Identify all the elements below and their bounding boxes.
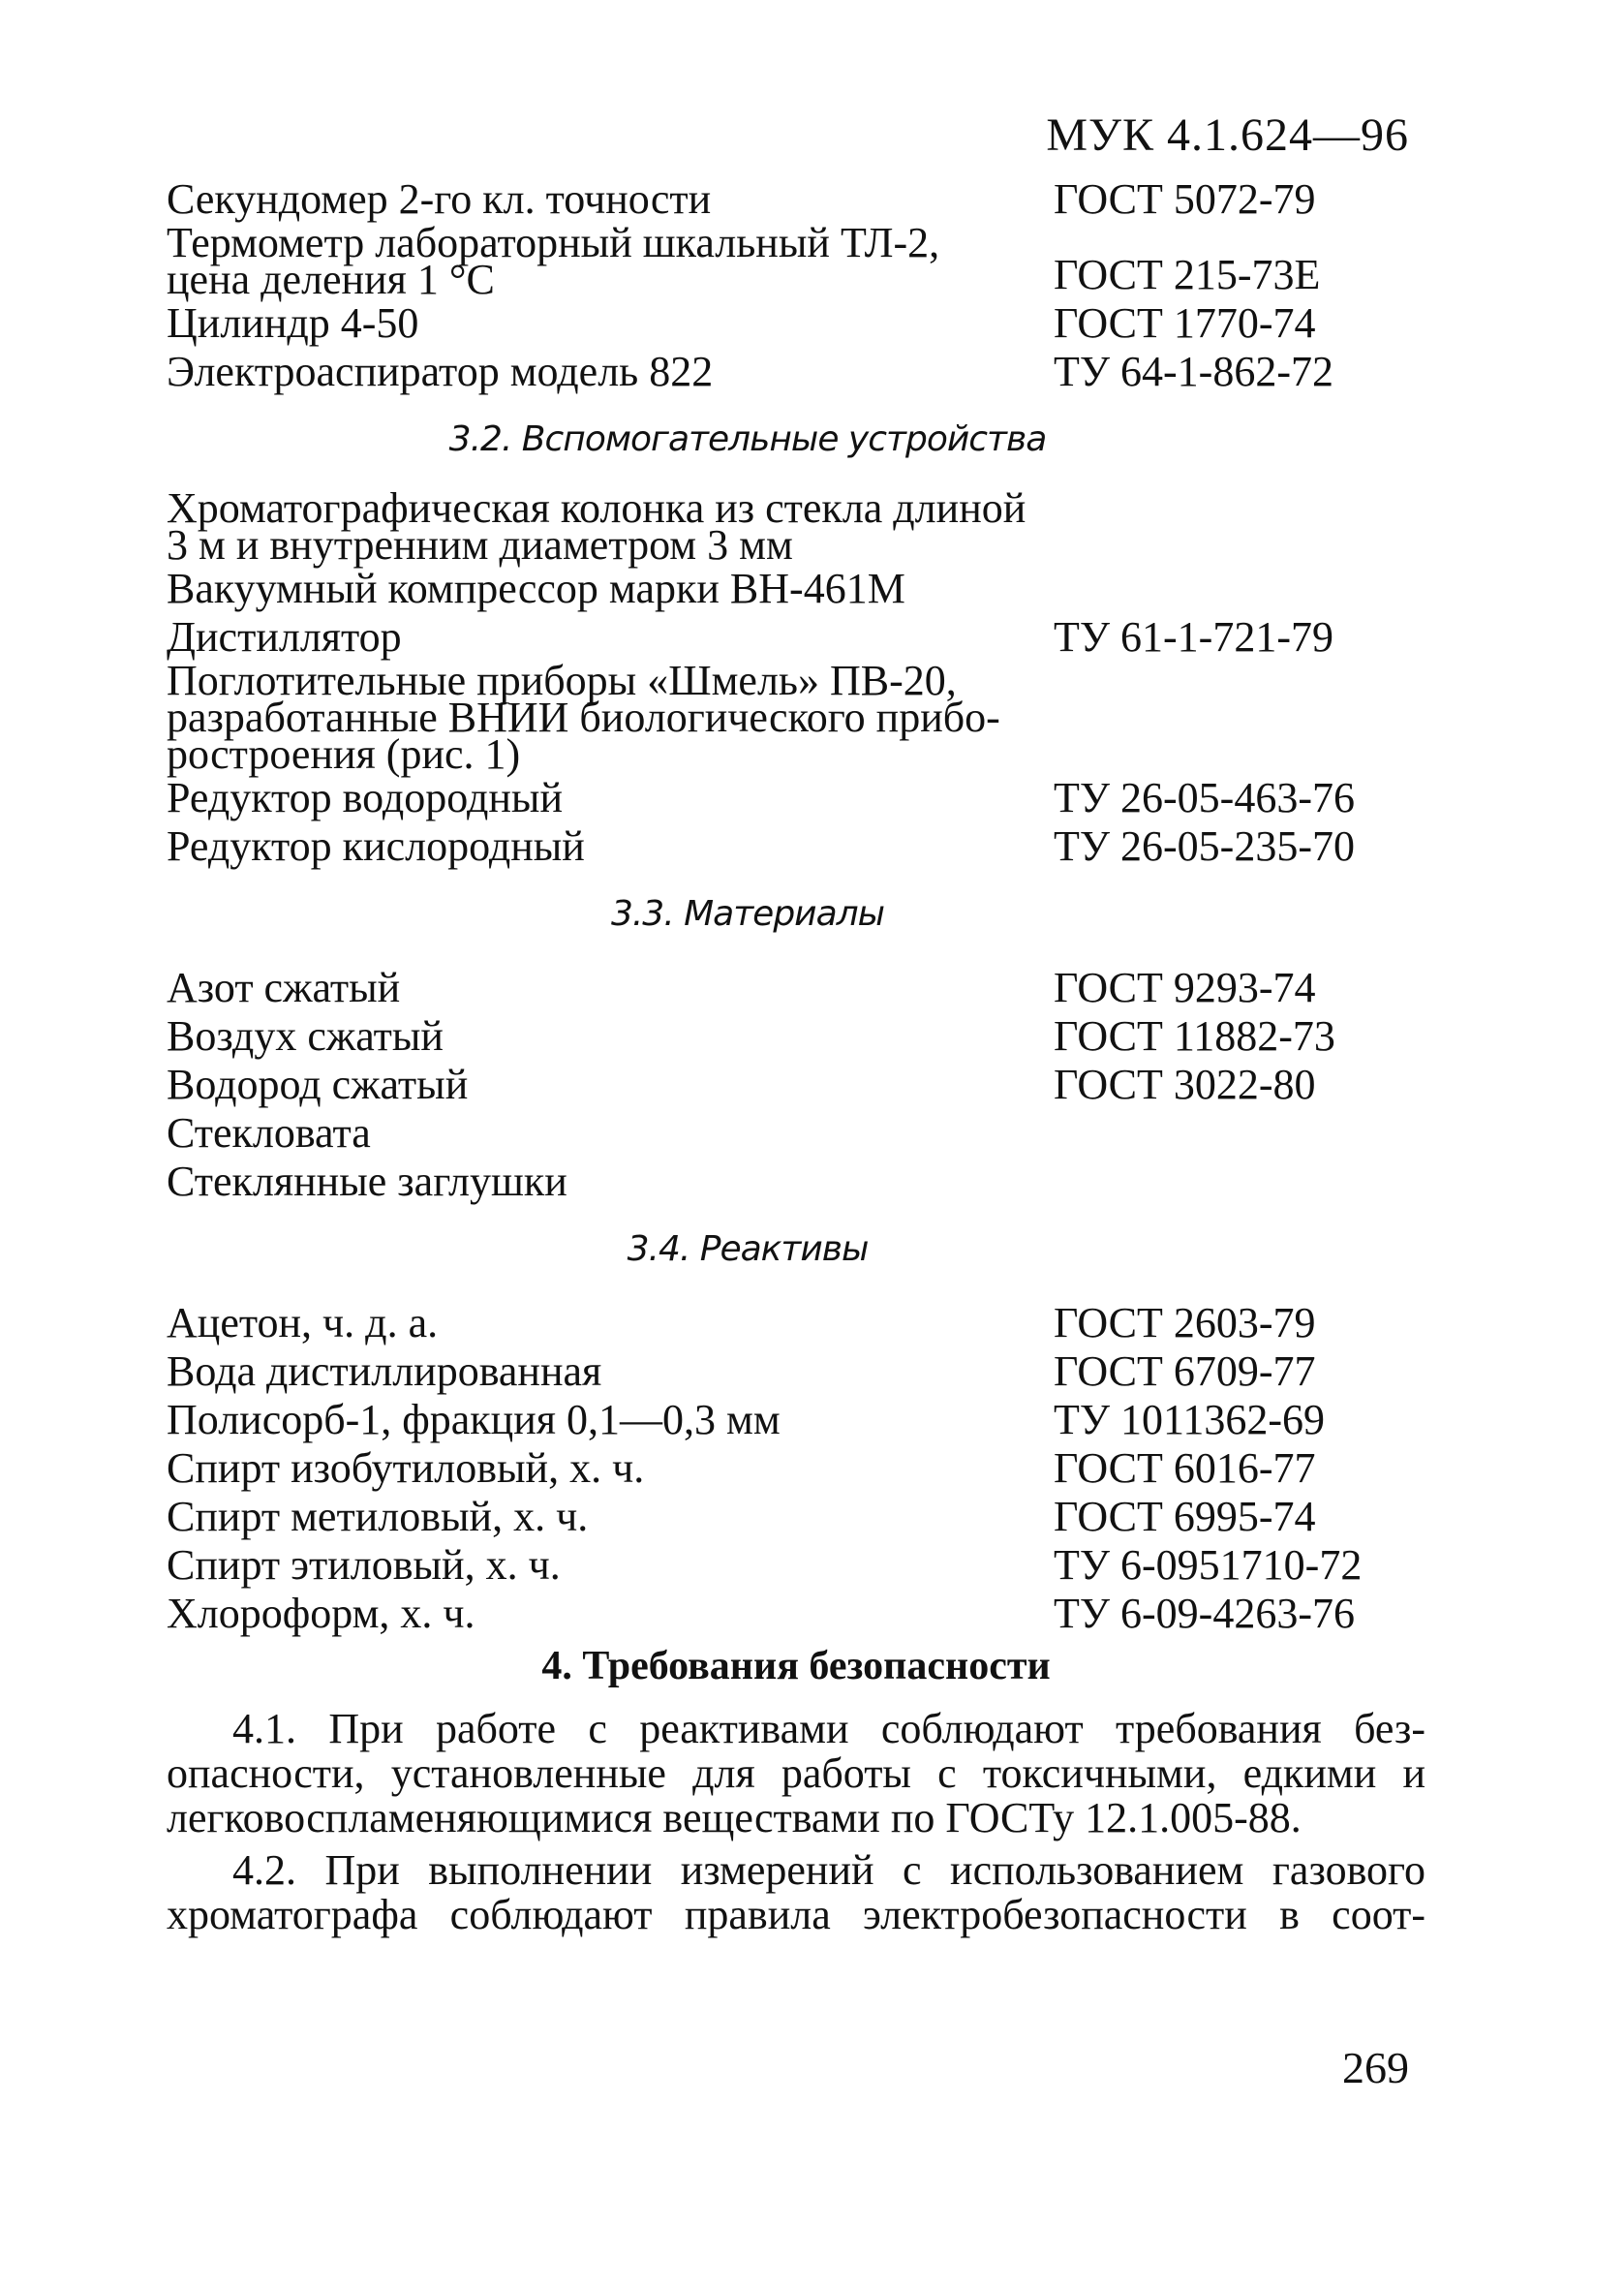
item-name-line: Хроматографическая колонка из стекла длиной bbox=[167, 484, 1026, 532]
list-item bbox=[167, 1348, 1425, 1395]
item-standard: ТУ 26-05-235-70 bbox=[1054, 822, 1355, 870]
item-name: Спирт этиловый, х. ч. bbox=[167, 1541, 561, 1589]
item-name: Полисорб-1, фракция 0,1—0,3 мм bbox=[167, 1396, 781, 1443]
item-name: Редуктор водородный bbox=[167, 774, 564, 821]
item-name-line: цена деления 1 °С bbox=[167, 256, 495, 303]
paragraph bbox=[167, 1707, 1425, 1840]
paragraph-line: легковоспламеняющимися веществами по ГОСТу 12.1.005-88. bbox=[167, 1794, 1302, 1841]
paragraph-line: опасности, установленные для работы с токсичными, едкими и bbox=[167, 1749, 1425, 1797]
list-item bbox=[167, 219, 1425, 303]
item-name-line: 3 м и внутренним диаметром 3 мм bbox=[167, 521, 793, 569]
section-title: 4. Требования безопасности bbox=[541, 1644, 1051, 1688]
item-name bbox=[167, 484, 1425, 569]
document-code: МУК 4.1.624—96 bbox=[1046, 109, 1409, 161]
list-item bbox=[167, 566, 1425, 612]
item-name: Вакуумный компрессор марки ВН-461М bbox=[167, 565, 905, 612]
list-item bbox=[167, 300, 1425, 347]
list-item bbox=[167, 1300, 1425, 1346]
item-name: Водород сжатый bbox=[167, 1061, 469, 1108]
paragraph-line: 4.1. При работе с реактивами соблюдают требования без- bbox=[232, 1705, 1425, 1752]
list-item bbox=[167, 1397, 1425, 1443]
item-standard: ГОСТ 2603-79 bbox=[1054, 1299, 1316, 1346]
item-standard: ГОСТ 215-73Е bbox=[1054, 251, 1321, 298]
list-item bbox=[167, 349, 1425, 395]
item-standard: ГОСТ 6016-77 bbox=[1054, 1444, 1316, 1492]
item-name: Редуктор кислородный bbox=[167, 822, 585, 870]
item-standard: ГОСТ 6995-74 bbox=[1054, 1493, 1316, 1540]
item-name: Ацетон, ч. д. а. bbox=[167, 1299, 439, 1346]
list-item bbox=[167, 1159, 1425, 1205]
list-item bbox=[167, 1494, 1425, 1540]
item-name: Цилиндр 4-50 bbox=[167, 299, 419, 347]
item-standard: ТУ 61-1-721-79 bbox=[1054, 613, 1333, 661]
item-name: Стекловата bbox=[167, 1109, 371, 1157]
list-item bbox=[167, 1445, 1425, 1492]
item-name: Секундомер 2-го кл. точности bbox=[167, 175, 712, 223]
item-name-line: Термометр лабораторный шкальный ТЛ-2, bbox=[167, 219, 940, 266]
item-name: Спирт метиловый, х. ч. bbox=[167, 1493, 589, 1540]
list-item bbox=[167, 823, 1425, 870]
subsection-title: 3.4. Реактивы bbox=[627, 1229, 869, 1269]
item-standard: ТУ 6-0951710-72 bbox=[1054, 1541, 1363, 1589]
item-standard: ГОСТ 6709-77 bbox=[1054, 1347, 1316, 1395]
item-name: Стеклянные заглушки bbox=[167, 1158, 567, 1205]
list-item bbox=[167, 1013, 1425, 1060]
list-item bbox=[167, 484, 1425, 569]
subsection-title: 3.2. Вспомогательные устройства bbox=[448, 419, 1047, 459]
item-standard: ГОСТ 11882-73 bbox=[1054, 1012, 1335, 1060]
item-standard: ТУ 6-09-4263-76 bbox=[1054, 1590, 1355, 1637]
item-name: Вода дистиллированная bbox=[167, 1347, 602, 1395]
list-item bbox=[167, 1062, 1425, 1108]
item-name-line: Поглотительные приборы «Шмель» ПВ-20, bbox=[167, 657, 957, 704]
item-standard: ТУ 64-1-862-72 bbox=[1054, 348, 1333, 395]
item-name: Спирт изобутиловый, х. ч. bbox=[167, 1444, 645, 1492]
item-name: Воздух сжатый bbox=[167, 1012, 444, 1060]
paragraph bbox=[167, 1848, 1425, 1937]
list-item bbox=[167, 965, 1425, 1011]
list-item bbox=[167, 1591, 1425, 1637]
item-standard: ТУ 26-05-463-76 bbox=[1054, 774, 1355, 821]
item-name: Азот сжатый bbox=[167, 964, 401, 1011]
item-standard: ГОСТ 3022-80 bbox=[1054, 1061, 1316, 1108]
item-name-line: ростроения (рис. 1) bbox=[167, 730, 521, 778]
list-item bbox=[167, 1110, 1425, 1157]
paragraph-line: хроматографа соблюдают правила электробезопасности в соот- bbox=[167, 1891, 1425, 1938]
list-item bbox=[167, 775, 1425, 821]
list-item bbox=[167, 614, 1425, 661]
subsection-title: 3.3. Материалы bbox=[610, 894, 885, 934]
item-name bbox=[167, 657, 1425, 778]
item-name: Хлороформ, х. ч. bbox=[167, 1590, 475, 1637]
item-standard: ТУ 1011362-69 bbox=[1054, 1396, 1326, 1443]
item-standard: ГОСТ 5072-79 bbox=[1054, 175, 1316, 223]
list-item bbox=[167, 657, 1425, 778]
page-content bbox=[167, 176, 1425, 1945]
item-name: Дистиллятор bbox=[167, 613, 402, 661]
item-name-line: разработанные ВНИИ биологического прибо- bbox=[167, 694, 1000, 741]
paragraph-line: 4.2. При выполнении измерений с использованием газового bbox=[232, 1846, 1425, 1894]
page-number: 269 bbox=[1342, 2043, 1409, 2092]
item-name: Электроаспиратор модель 822 bbox=[167, 348, 714, 395]
item-standard: ГОСТ 9293-74 bbox=[1054, 964, 1316, 1011]
list-item bbox=[167, 176, 1425, 223]
item-standard: ГОСТ 1770-74 bbox=[1054, 299, 1316, 347]
item-name bbox=[167, 219, 1054, 303]
list-item bbox=[167, 1542, 1425, 1589]
